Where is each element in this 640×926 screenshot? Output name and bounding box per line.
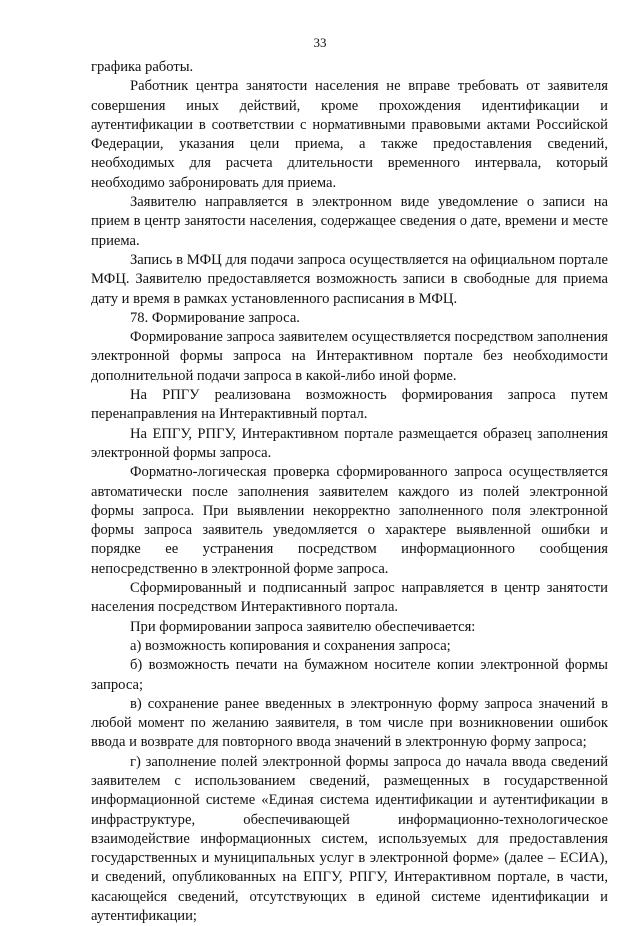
list-item-a: а) возможность копирования и сохранения запроса; <box>130 637 451 654</box>
paragraph-mfc-booking: Запись в МФЦ для подачи запроса осуществляется на официальном портале МФЦ. Заявителю предоставляется возможность записи в свободные для приема дату и время в рамках установленного расписания в МФЦ. <box>91 251 608 307</box>
document-body <box>91 58 608 926</box>
section-heading-78: 78. Формирование запроса. <box>130 309 300 326</box>
paragraph-notification: Заявителю направляется в электронном виде уведомление о записи на прием в центр занятости населения, содержащее сведения о дате, времени и месте приема. <box>91 194 608 249</box>
paragraph-submission: Сформированный и подписанный запрос направляется в центр занятости населения посредством Интерактивного портала. <box>91 580 608 616</box>
paragraph-request-forming: Формирование запроса заявителем осуществляется посредством заполнения электронной формы запроса на Интерактивном портале без необходимости дополнительной подачи запроса в какой-либо иной форме. <box>91 329 608 384</box>
list-item-d: г) заполнение полей электронной формы запроса до начала ввода сведений заявителем с использованием сведений, размещенных в государственной информационной системе «Единая система идентификации и аутентификации в инфраструктуре, обеспечивающей информационно-технологическое взаимодействие информационных систем, используемых для предоставления государственных и муниципальных услуг в электронной форме» (далее – ЕСИА), и сведений, опубликованных на ЕПГУ, РПГУ, Интерактивном портале, в части, касающейся сведений, отсутствующих в единой системе идентификации и аутентификации; <box>91 753 608 925</box>
paragraph-validation: Форматно-логическая проверка сформированного запроса осуществляется автоматически после заполнения заявителем каждого из полей электронной формы запроса. При выявлении некорректно заполненного поля электронной формы запроса заявитель уведомляется о характере выявленной ошибки и порядке ее устранения посредством информационного сообщения непосредственно в электронной форме запроса. <box>91 464 608 577</box>
paragraph-rpgu-redirect: На РПГУ реализована возможность формирования запроса путем перенаправления на Интерактивный портал. <box>91 387 608 423</box>
paragraph-continuation: графика работы. <box>91 59 194 75</box>
list-item-c: в) сохранение ранее введенных в электронную форму запроса значений в любой момент по желанию заявителя, в том числе при возникновении ошибок ввода и возврате для повторного ввода значений в электронную форму запроса; <box>91 695 608 751</box>
paragraph-employee-restrictions: Работник центра занятости населения не вправе требовать от заявителя совершения иных действий, кроме прохождения идентификации и аутентификации в соответствии с нормативными правовыми актами Российской Федерации, указания цели приема, а также предоставления сведений, необходимых для расчета длительности временного интервала, который необходимо забронировать для приема. <box>91 78 608 191</box>
paragraph-sample-form: На ЕПГУ, РПГУ, Интерактивном портале размещается образец заполнения электронной формы запроса. <box>91 425 608 461</box>
list-item-b: б) возможность печати на бумажном носителе копии электронной формы запроса; <box>91 657 608 693</box>
page-number: 33 <box>313 35 327 50</box>
paragraph-provisions-intro: При формировании запроса заявителю обеспечивается: <box>130 618 476 635</box>
